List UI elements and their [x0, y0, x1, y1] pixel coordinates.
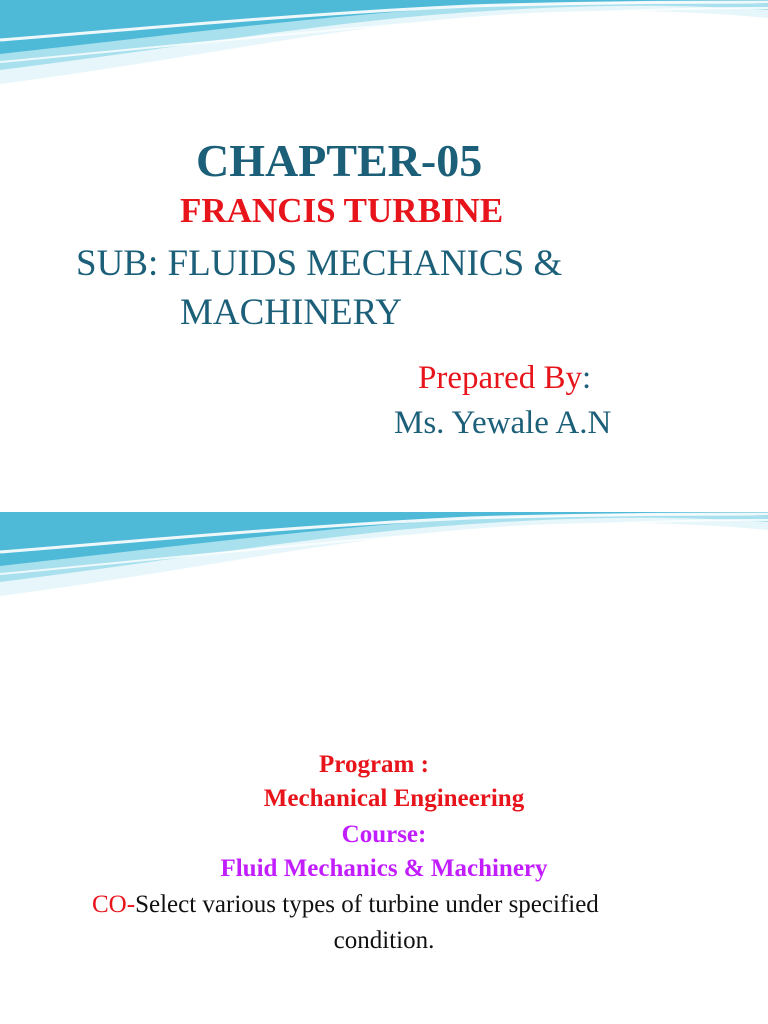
- topic-title: FRANCIS TURBINE: [180, 191, 504, 230]
- program-value: Mechanical Engineering: [263, 785, 525, 812]
- prepared-by-label: Prepared By: [418, 360, 583, 396]
- author-name: Ms. Yewale A.N: [394, 405, 612, 441]
- header-wave-decoration: [0, 512, 768, 612]
- subject-line-2: MACHINERY: [180, 292, 403, 333]
- prepared-by-colon: :: [582, 360, 592, 396]
- subject-line-1: SUB: FLUIDS MECHANICS &: [76, 243, 563, 284]
- program-label: Program :: [319, 751, 429, 778]
- course-outcome-label: CO-: [92, 891, 136, 918]
- course-outcome-line-2: condition.: [333, 927, 435, 954]
- prepared-by: [418, 362, 591, 395]
- course-outcome-line-1: [92, 892, 599, 917]
- course-outcome-text: Select various types of turbine under specified: [135, 891, 599, 918]
- course-value: Fluid Mechanics & Machinery: [220, 855, 548, 882]
- slide-course-info: [0, 512, 768, 1024]
- course-label: Course:: [341, 821, 427, 848]
- header-wave-decoration: [0, 0, 768, 100]
- chapter-title: CHAPTER-05: [196, 135, 483, 186]
